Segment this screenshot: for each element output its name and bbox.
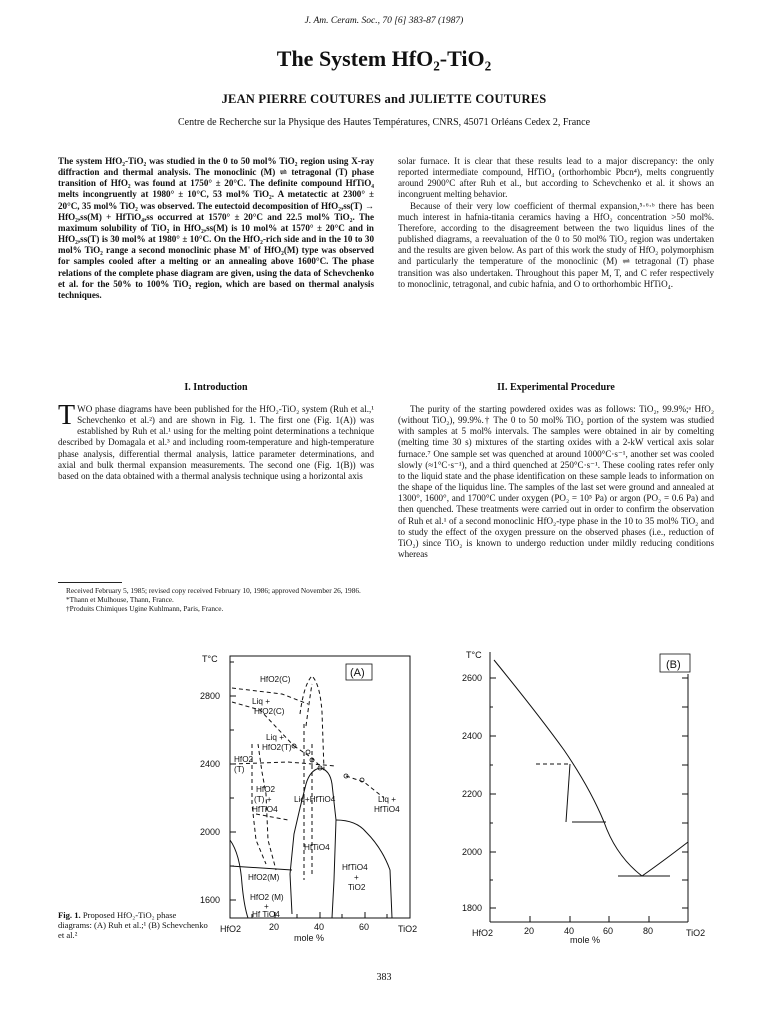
diagram-b-y-tick-1800: 1800	[462, 903, 483, 913]
region-liq-hftio4-r2: HfTiO4	[374, 805, 400, 814]
diagram-b-y-tick-2600: 2600	[462, 673, 483, 683]
region-t-hftio4-2: (T) +	[254, 795, 272, 804]
diagram-b-x-tick-tio2: TiO2	[686, 928, 706, 938]
abstract-text: The system HfO₂-TiO₂ was studied in the 0 to 50 mol% TiO₂ region using X-ray diffraction and thermal analysis. The monoclinic (M) ⇌ tetragonal (T) phase transition of HfO₂ was found at 1750° ± 20°C. The definite compound HfTiO₄ melts incongruently at 1980° ± 10°C, 53 mol% TiO₂. A metatectic at 2300° ± 20°C, 35 mol% TiO₂ was observed. The eutectoid decomposition of HfO₂,ss(T) → HfO₂,ss(M) + HfTiO₄,ss occurred at 1570° ± 20°C and 22.5 mol% TiO₂. The maximum solubility of TiO₂ in HfO₂,ss(M) is 10 mol% at 1570° ± 20°C and in HfO₂,ss(T) is 30 mol% at 1980° ± 10°C. On the HfO₂-rich side and in the 10 to 30 mol% TiO₂ range a second monoclinic phase M' of HfO₂(M) type was observed for samples cooled after a melting or an annealing above 1600°C. The phase relations of the complete phase diagram are given, using the data of Schevchenko et al. for the 50% to 100% TiO₂ region, which are based on thermal analysis techniques.	[58, 156, 374, 300]
region-m-hftio4-3: Hf TiO4	[252, 910, 280, 919]
region-liq-hftio4: Liq+HfTiO4	[294, 795, 336, 804]
diagram-b-y-tick-2200: 2200	[462, 789, 483, 799]
diagram-a-panel-label: (A)	[350, 667, 365, 679]
diagram-b-solidus-hfo2	[566, 764, 570, 822]
diagram-a-t-solvus	[252, 744, 266, 864]
region-hfo2-m: HfO2(M)	[248, 873, 280, 882]
region-liq-c-2: HfO2(C)	[254, 707, 285, 716]
diagram-a-x-tick-hfo2: HfO2	[220, 924, 242, 934]
region-liq-c-1: Liq +	[252, 697, 270, 706]
diagram-a-y-tick-2800: 2800	[200, 691, 221, 701]
diagram-b-x-tick-20: 20	[524, 926, 535, 936]
experimental-heading: II. Experimental Procedure	[497, 382, 615, 393]
diagram-a-y-label: T°C	[202, 654, 218, 664]
region-hfo2-c: HfO2(C)	[260, 675, 291, 684]
region-t-hftio4-3: HfTiO4	[252, 805, 278, 814]
drop-cap: T	[58, 400, 76, 431]
footnote-received: Received February 5, 1985; revised copy received February 10, 1986; approved November 26, 1986.	[66, 586, 361, 595]
diagram-a-x-tick-tio2: TiO2	[398, 924, 418, 934]
diagram-b-liquidus-right	[642, 842, 688, 876]
region-hfo2-t-2: (T)	[234, 765, 245, 774]
region-hftio4-tio2-2: +	[354, 873, 359, 882]
experimental-text: The purity of the starting powdered oxides was as follows: TiO₂, 99.9%;ᵃ HfO₂ (without TiO₂), 99.9%.† The 0 to 50 mol% TiO₂ portion of the system was studied with samples at 5 mol% intervals. The samples were obtained in air by comelting (melting time 30 s) mixtures of the starting oxides with a 2-kW vertical axis solar furnace.⁷ One sample set was quenched at around 1000°C·s⁻¹, another set was cooled slowly (≈1°C·s⁻¹), and a third quenched at 250°C·s⁻¹. These cooling rates refer only to the liquid state and the phase identification on these sample leads to information on the shape of the liquidus line. The samples of the last set were ground and annealed at 1300°, 1600°, and 1700°C under oxygen (PO₂ = 10⁵ Pa) or argon (PO₂ = 0.6 Pa) and then quenched. These treatments were carried out in order to confirm the observation of Ruh et al.¹ of a second monoclinic HfO₂-type phase in the 10 to 35 mol% TiO₂ and to study the effect of the oxygen pressure on the observed phases (i.e., reduction of TiO₂) since TiO₂ is known to undergo reduction under mildly reducing conditions whereas	[398, 404, 714, 560]
introduction-body	[58, 400, 374, 482]
diagram-a-mid-dash	[256, 814, 288, 820]
diagram-a-peak-right	[306, 684, 312, 726]
diagram-a-eutectoid	[230, 866, 292, 870]
right-column-top	[398, 156, 714, 290]
diagram-b-x-label: mole %	[570, 935, 601, 944]
diagram-a-y-tick-2000: 2000	[200, 827, 221, 837]
diagram-a-x-label: mole %	[294, 933, 325, 943]
right-paragraph-1: solar furnace. It is clear that these results lead to a major discrepancy: the only reported intermediate compound, HfTiO₄ (orthorhombic Pbcn⁴), melts congruently around 2900°C after Ruh et al., but according to Schevchenko et al. it shows an incongruent melting behavior.	[398, 156, 714, 200]
figure-caption-label: Fig. 1.	[58, 910, 81, 920]
diagram-b-y-tick-2000: 2000	[462, 847, 483, 857]
diagram-b-liquidus-left	[494, 660, 642, 876]
diagram-b-x-tick-80: 80	[643, 926, 654, 936]
region-liq-t-2: HfO2(T)	[262, 743, 292, 752]
page-number: 383	[376, 972, 392, 983]
region-t-hftio4-1: HfO2	[256, 785, 276, 794]
footnote-b: †Produits Chimiques Ugine Kuhlmann, Paris, France.	[66, 604, 224, 613]
diagram-b-x-tick-60: 60	[603, 926, 614, 936]
abstract	[58, 156, 374, 301]
footnote-a: *Thann et Mulhouse, Thann, France.	[66, 595, 174, 604]
region-m-hftio4-1: HfO2 (M)	[250, 893, 284, 902]
introduction-text: WO phase diagrams have been published for the HfO₂-TiO₂ system (Ruh et al.,¹ Schevchenko et al.²) and are shown in Fig. 1. The first one (Fig. 1(A)) was established by Ruh et al.¹ using for the melting point determinations a technique described by Domagala et al.³ and including room-temperature and high-temperature phase analysis, differential thermal analysis, lattice parameter determinations, and axial and bulk thermal expansion measurements. The second one (Fig. 1(B)) was based on the data obtained with a thermal analysis technique using a horizontal axis	[58, 404, 374, 481]
region-liq-t-1: Liq +	[266, 733, 284, 742]
footnotes	[58, 586, 374, 613]
region-hftio4: HfTiO4	[304, 843, 330, 852]
paper-title: The System HfO₂-TiO₂	[276, 46, 492, 71]
figure-caption-text: Proposed HfO₂-TiO₂ phase diagrams: (A) Ruh et al.;¹ (B) Schevchenko et al.²	[58, 910, 208, 940]
footnote-rule	[58, 582, 122, 583]
right-paragraph-2: Because of their very low coefficient of thermal expansion,⁵·⁶·ᵇ there has been much interest in hafnia-titania ceramics having a HfO₂ concentration >50 mol%. Therefore, according to the disagreement between the two liquidus lines of the published diagrams, a reevaluation of the 0 to 50 mol% TiO₂ region was undertaken and the results are given below. As part of this work the study of HfO₂ polymorphism and particularly the temperature of the monoclinic (M) ⇌ tetragonal (T) phase transition was also undertaken. Throughout this paper M, T, and C refer respectively to monoclinic, tetragonal, and cubic hafnia, and O to orthorhombic HfTiO₄.	[398, 200, 714, 289]
author-affiliation: Centre de Recherche sur la Physique des Hautes Températures, CNRS, 45071 Orléans Cedex 2, France	[177, 117, 591, 128]
diagram-a-x-tick-40: 40	[314, 922, 325, 932]
diagram-b-y-label: T°C	[466, 650, 482, 660]
diagram-b-x-tick-hfo2: HfO2	[472, 928, 494, 938]
region-hftio4-tio2-1: HfTiO4	[342, 863, 368, 872]
experimental-body	[398, 404, 714, 560]
phase-diagram-b	[438, 644, 710, 944]
diagram-a-x-tick-60: 60	[359, 922, 370, 932]
diagram-a-y-tick-1600: 1600	[200, 895, 221, 905]
diagram-b-y-tick-2400: 2400	[462, 731, 483, 741]
diagram-b-panel-label: (B)	[666, 659, 681, 671]
diagram-b-x-tick-40: 40	[564, 926, 575, 936]
region-liq-hftio4-r1: Liq +	[378, 795, 396, 804]
diagram-a-solvus-m	[230, 840, 248, 918]
diagram-a-x-tick-20: 20	[269, 922, 280, 932]
figure-caption	[58, 910, 208, 940]
region-hftio4-tio2-3: TiO2	[348, 883, 366, 892]
introduction-heading: I. Introduction	[184, 382, 248, 393]
diagram-a-y-tick-2400: 2400	[200, 759, 221, 769]
phase-diagram-a	[196, 644, 424, 944]
paper-authors: JEAN PIERRE COUTURES and JULIETTE COUTURES	[221, 92, 547, 106]
region-m-hftio4-2: +	[264, 902, 269, 911]
journal-citation: J. Am. Ceram. Soc., 70 [6] 383-87 (1987)	[304, 16, 464, 26]
region-hfo2-t-1: HfO2	[234, 755, 254, 764]
diagram-a-liquidus-c	[232, 688, 308, 704]
